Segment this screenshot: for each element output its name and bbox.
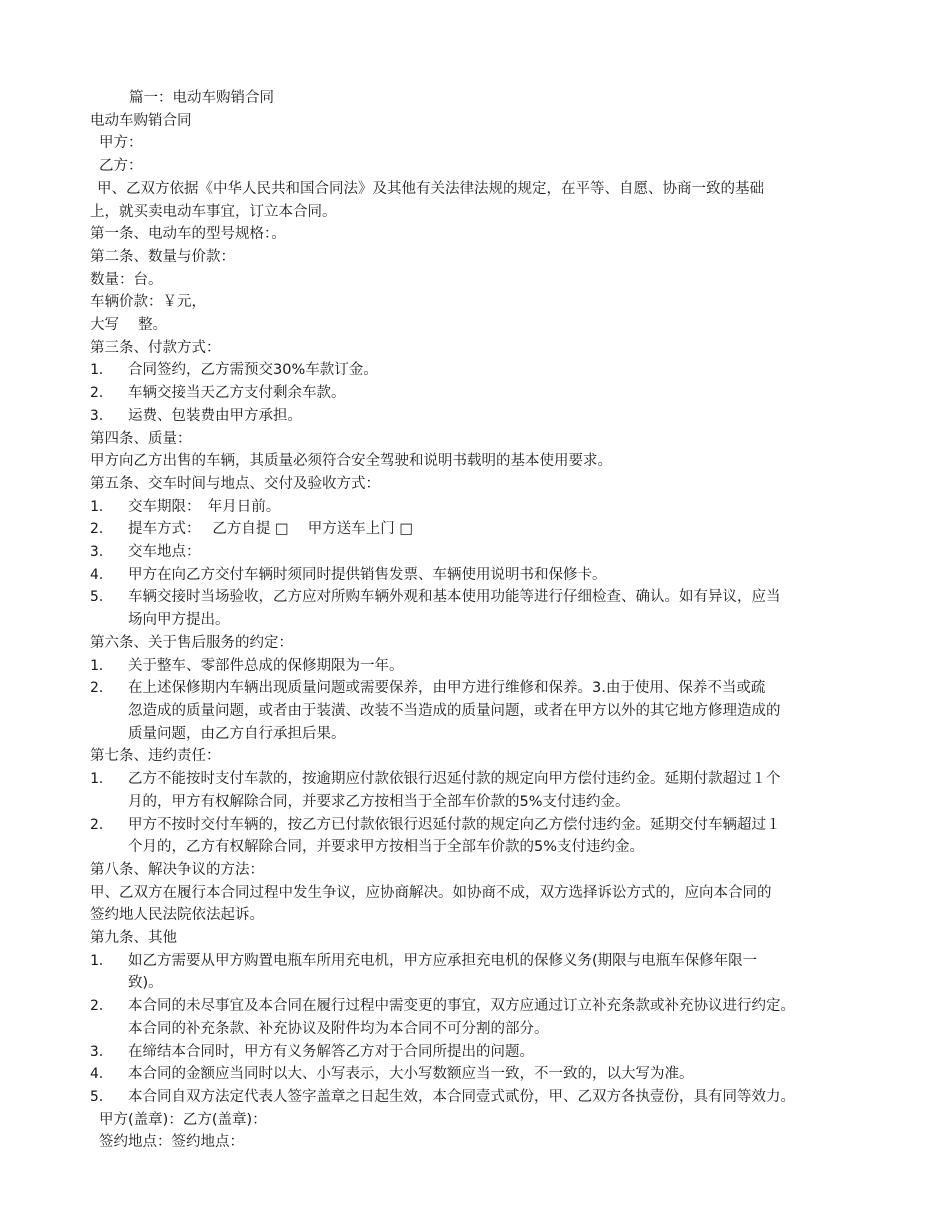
list-item-text: 关于整车、零部件总成的保修期限为一年。 <box>128 657 404 674</box>
list-item-text: 合同签约，乙方需预交30%车款订金。 <box>128 362 378 379</box>
list-item-number: 1． <box>90 657 114 674</box>
list-item-number: 5． <box>90 1088 114 1105</box>
list-item <box>90 1041 880 1064</box>
signature-parties: 甲方(盖章)：乙方(盖章)： <box>99 1111 267 1128</box>
list-item-text: 交车期限： 年月日前。 <box>128 498 281 515</box>
preamble-line-1: 甲、乙双方依据《中华人民共和国合同法》及其他有关法律法规的规定，在平等、自愿、协商一致的基础 <box>97 180 764 197</box>
article-8-heading: 第八条、解决争议的方法： <box>90 861 264 878</box>
list-item-number: 1． <box>90 498 114 515</box>
list-item <box>90 995 880 1040</box>
article-3-heading: 第三条、付款方式： <box>90 339 221 356</box>
list-item-text: 本合同的金额应当同时以大、小写表示，大小写数额应当一致，不一致的，以大写为准。 <box>128 1066 694 1083</box>
article-8-text-2: 签约地人民法院依法起诉。 <box>90 907 264 924</box>
list-item <box>90 655 880 678</box>
list-item <box>90 950 880 995</box>
article-2-price: 车辆价款：￥元， <box>90 294 206 311</box>
list-item-text: 在缔结本合同时，甲方有义务解答乙方对于合同所提出的问题。 <box>128 1043 534 1060</box>
list-item-text: 本合同的未尽事宜及本合同在履行过程中需变更的事宜，双方应通过订立补充条款或补充协议进行约定。 本合同的补充条款、补充协议及附件均为本合同不可分割的部分。 <box>128 998 795 1037</box>
article-1-heading: 第一条、电动车的型号规格：。 <box>90 226 286 243</box>
party-a-line: 甲方： <box>99 135 143 152</box>
list-item-text: 提车方式： 乙方自提 □ 甲方送车上门 □ <box>128 521 414 538</box>
list-item-number: 3． <box>90 407 114 424</box>
article-5-heading: 第五条、交车时间与地点、交付及验收方式： <box>90 475 380 492</box>
list-item-number: 2． <box>90 680 114 697</box>
article-6-heading: 第六条、关于售后服务的约定： <box>90 634 293 651</box>
list-item-number: 3． <box>90 544 114 561</box>
contract-title: 电动车购销合同 <box>90 112 192 129</box>
article-4-text: 甲方向乙方出售的车辆，其质量必须符合安全驾驶和说明书载明的基本使用要求。 <box>90 453 612 470</box>
article-8-text-1: 甲、乙双方在履行本合同过程中发生争议，应协商解决。如协商不成，双方选择诉讼方式的，应向本合同的 <box>90 884 772 901</box>
list-item <box>90 359 880 382</box>
list-item <box>90 496 880 519</box>
list-item-number: 2． <box>90 521 114 538</box>
section-heading: 篇一：电动车购销合同 <box>129 90 274 106</box>
list-item-text: 车辆交接时当场验收，乙方应对所购车辆外观和基本使用功能等进行仔细检查、确认。如有异议，应当 场向甲方提出。 <box>128 589 781 629</box>
list-item-number: 2． <box>90 816 114 833</box>
contract-body <box>90 87 880 1154</box>
list-item-number: 2． <box>90 385 114 402</box>
list-item-number: 3． <box>90 1043 114 1060</box>
list-item-number: 1． <box>90 952 114 969</box>
list-item-text: 如乙方需要从甲方购置电瓶车所用充电机，甲方应承担充电机的保修义务(期限与电瓶车保修年限一 致)。 <box>128 952 758 992</box>
list-item-text: 本合同自双方法定代表人签字盖章之日起生效，本合同壹式贰份，甲、乙双方各执壹份，具有同等效力。 <box>128 1088 795 1105</box>
list-item-number: 1． <box>90 771 114 788</box>
list-item <box>90 677 880 745</box>
list-item-text: 乙方不能按时支付车款的，按逾期应付款依银行迟延付款的规定向甲方偿付违约金。延期付款超过１个 月的，甲方有权解除合同，并要求乙方按相当于全部车价款的5%支付违约金。 <box>128 771 781 810</box>
list-item-number: 1． <box>90 362 114 379</box>
signature-places: 签约地点：签约地点： <box>99 1134 244 1151</box>
article-5-list <box>90 496 880 632</box>
article-2-heading: 第二条、数量与价款： <box>90 248 235 265</box>
article-6-list <box>90 655 880 746</box>
list-item-text: 甲方不按时交付车辆的，按乙方已付款依银行迟延付款的规定向乙方偿付违约金。延期交付车辆超过１ 个月的，乙方有权解除合同，并要求甲方按相当于全部车价款的5%支付违约金。 <box>128 816 781 856</box>
article-9-list <box>90 950 880 1109</box>
list-item <box>90 1086 880 1109</box>
list-item <box>90 768 880 813</box>
list-item <box>90 541 880 564</box>
list-item <box>90 814 880 859</box>
list-item-text: 车辆交接当天乙方支付剩余车款。 <box>128 385 346 402</box>
article-7-list <box>90 768 880 859</box>
list-item <box>90 405 880 428</box>
list-item-text: 甲方在向乙方交付车辆时须同时提供销售发票、车辆使用说明书和保修卡。 <box>128 566 607 583</box>
list-item <box>90 586 880 631</box>
list-item <box>90 382 880 405</box>
list-item-number: 5． <box>90 589 114 606</box>
article-2-amount-in-words: 大写 整。 <box>90 317 168 334</box>
list-item-number: 4． <box>90 566 114 583</box>
list-item-number: 2． <box>90 998 114 1015</box>
article-4-heading: 第四条、质量： <box>90 430 192 447</box>
list-item-text: 交车地点： <box>128 544 201 561</box>
article-2-quantity: 数量：台。 <box>90 271 163 288</box>
list-item-number: 4． <box>90 1066 114 1083</box>
list-item <box>90 1063 880 1086</box>
article-3-list <box>90 359 880 427</box>
preamble-line-2: 上，就买卖电动车事宜，订立本合同。 <box>90 203 337 220</box>
list-item-text: 运费、包装费由甲方承担。 <box>128 407 302 424</box>
article-7-heading: 第七条、违约责任： <box>90 748 221 765</box>
list-item-text: 在上述保修期内车辆出现质量问题或需要保养，由甲方进行维修和保养。3.由于使用、保养不当或疏 忽造成的质量问题，或者由于装潢、改装不当造成的质量问题，或者在甲方以外的其它地方修理造成的 质量问题，由乙方自行承担后果。 <box>128 680 781 742</box>
party-b-line: 乙方： <box>99 158 143 175</box>
article-9-heading: 第九条、其他 <box>90 930 177 947</box>
list-item <box>90 518 880 541</box>
list-item <box>90 564 880 587</box>
